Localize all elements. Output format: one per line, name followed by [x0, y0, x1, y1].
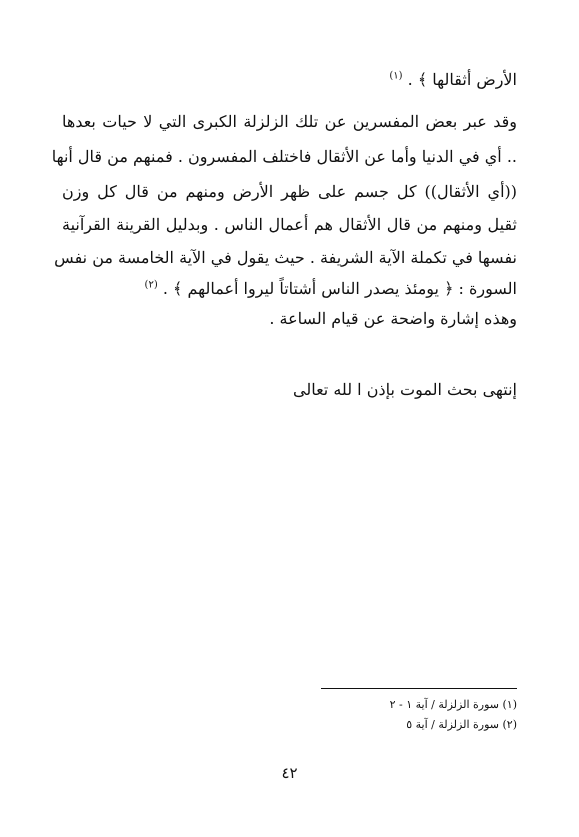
- text-line-3: [51, 145, 517, 169]
- line-text: وهذه إشارة واضحة عن قيام الساعة .: [269, 309, 517, 328]
- line-text: الأرض أثقالها ﴾ .: [407, 70, 517, 89]
- text-line-1: [62, 68, 517, 92]
- footnote-2: (٢) سورة الزلزلة / آية ٥: [406, 718, 517, 731]
- text-line-4: [62, 180, 517, 204]
- footnote-reference: (٢): [144, 279, 158, 291]
- line-text: ثقيل ومنهم من قال الأثقال هم أعمال الناس . وبدليل القرينة القرآنية: [62, 215, 517, 234]
- footnote-reference: (١): [389, 70, 403, 82]
- line-text: وقد عبر بعض المفسرين عن تلك الزلزلة الكبرى التي لا حيات بعدها: [62, 112, 517, 131]
- text-line-8: [62, 307, 517, 331]
- line-text: ((أي الأثقال)) كل جسم على ظهر الأرض ومنهم من قال كل وزن: [62, 182, 517, 201]
- text-line-2: [62, 110, 517, 134]
- line-text: السورة : ﴿ يومئذ يصدر الناس أشتاتاً ليروا أعمالهم ﴾ .: [162, 279, 517, 298]
- line-text: .. أي في الدنيا وأما عن الأثقال فاختلف المفسرون . فمنهم من قال أنها: [51, 147, 517, 166]
- footnote-1: (١) سورة الزلزلة / آية ١ - ٢: [389, 698, 517, 711]
- text-line-5: [62, 213, 517, 237]
- text-line-7: [62, 277, 517, 301]
- closing-note: إنتهى بحث الموت بإذن ا لله تعالى: [293, 380, 517, 399]
- page-number: ٤٢: [281, 764, 298, 782]
- line-text: نفسها في تكملة الآية الشريفة . حيث يقول في الآية الخامسة من نفس: [54, 248, 517, 267]
- text-line-6: [54, 246, 517, 270]
- footnote-divider: [321, 688, 517, 689]
